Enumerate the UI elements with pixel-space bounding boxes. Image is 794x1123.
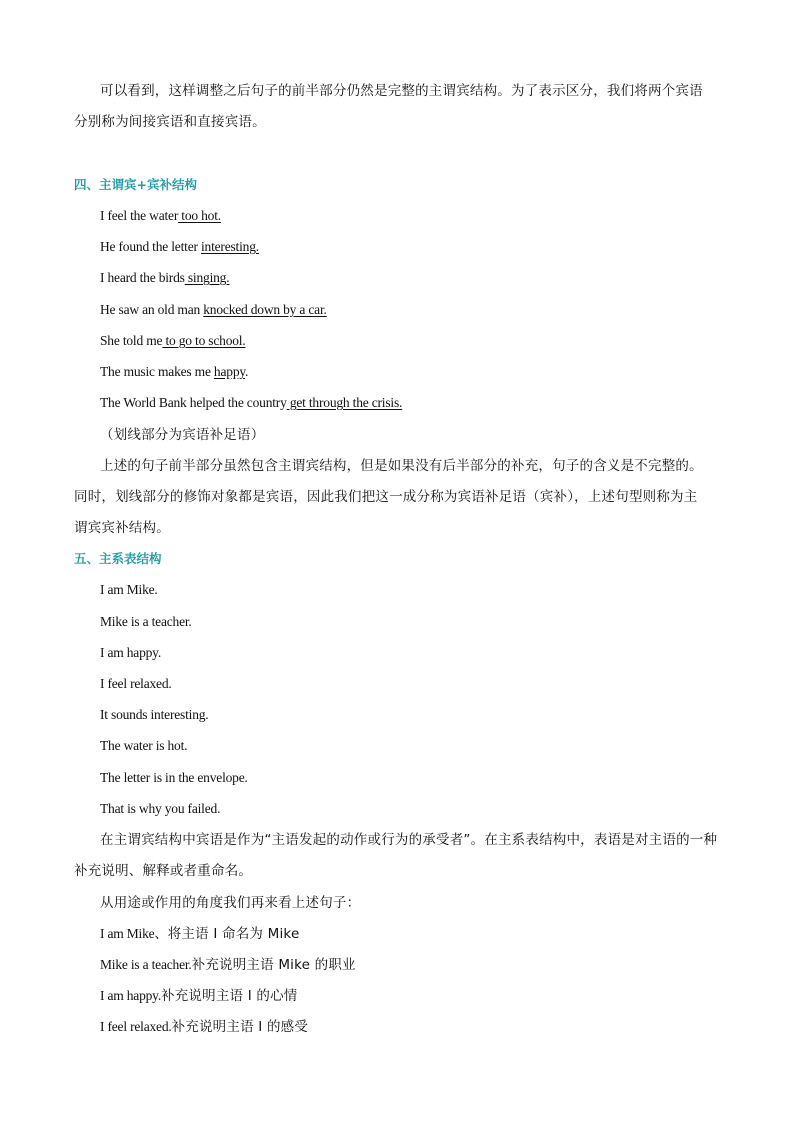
section-5-heading: 五、主系表结构	[74, 551, 162, 566]
example-line: I am Mike.	[100, 582, 158, 597]
section-4-para-line-2: 同时，划线部分的修饰对象都是宾语，因此我们把这一成分称为宾语补足语（宾补），上述句型则称为主	[74, 489, 698, 505]
example-line: I am happy.	[100, 645, 162, 660]
example-line: I feel the water too hot.	[100, 208, 221, 223]
intro-line-2: 分别称为间接宾语和直接宾语。	[74, 114, 266, 130]
example-line: That is why you failed.	[100, 801, 221, 816]
section-5-para-2: 从用途或作用的角度我们再来看上述句子：	[100, 895, 361, 911]
example-line: She told me to go to school.	[100, 333, 246, 348]
section-4-heading: 四、主谓宾+宾补结构	[74, 177, 197, 192]
example-line: The World Bank helped the country get through the crisis.	[100, 395, 403, 410]
section-5-para-line-1: 在主谓宾结构中宾语是作为“主语发起的动作或行为的承受者”。在主系表结构中，表语是对主语的一种	[100, 832, 718, 848]
usage-line: I am happy.补充说明主语 I 的心情	[100, 988, 298, 1004]
intro-line-1: 可以看到，这样调整之后句子的前半部分仍然是完整的主谓宾结构。为了表示区分，我们将两个宾语	[100, 83, 703, 99]
example-line: The music makes me happy.	[100, 364, 249, 379]
section-4-para-line-3: 谓宾宾补结构。	[74, 520, 170, 536]
example-line: He found the letter interesting.	[100, 239, 259, 254]
usage-line: I feel relaxed.补充说明主语 I 的感受	[100, 1019, 309, 1035]
section-5-para-line-2: 补充说明、解释或者重命名。	[74, 863, 253, 879]
example-line: I feel relaxed.	[100, 676, 172, 691]
section-4-para-line-1: 上述的句子前半部分虽然包含主谓宾结构，但是如果没有后半部分的补充，句子的含义是不完整的。	[100, 458, 703, 474]
usage-line: Mike is a teacher.补充说明主语 Mike 的职业	[100, 957, 356, 973]
example-line: It sounds interesting.	[100, 707, 209, 722]
example-line: The letter is in the envelope.	[100, 770, 248, 785]
usage-line: I am Mike、将主语 I 命名为 Mike	[100, 926, 300, 942]
example-line: Mike is a teacher.	[100, 614, 192, 629]
underline-note: （划线部分为宾语补足语）	[100, 427, 265, 443]
example-line: He saw an old man knocked down by a car.	[100, 302, 327, 317]
example-line: I heard the birds singing.	[100, 270, 230, 285]
example-line: The water is hot.	[100, 738, 188, 753]
